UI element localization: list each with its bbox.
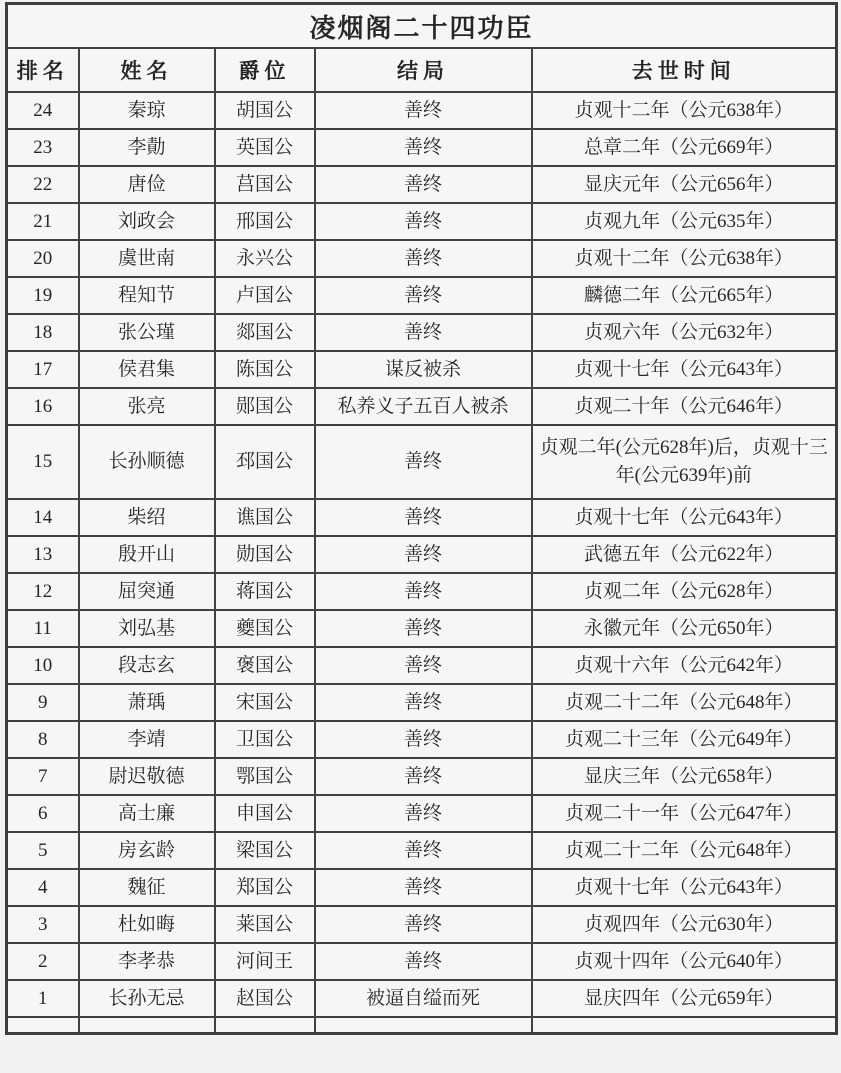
- lingyan-pavilion-table: [5, 2, 838, 1035]
- cell-rank: 23: [7, 129, 79, 166]
- cell-outcome: 善终: [315, 92, 532, 129]
- cell-name: 秦琼: [79, 92, 215, 129]
- cell-outcome: 善终: [315, 499, 532, 536]
- table-row: [7, 980, 837, 1017]
- cell-name: 柴绍: [79, 499, 215, 536]
- cell-title: 邳国公: [215, 425, 315, 499]
- cell-death: 总章二年（公元669年）: [532, 129, 837, 166]
- cell-rank: 9: [7, 684, 79, 721]
- cell-death: 贞观二年（公元628年）: [532, 573, 837, 610]
- cell-rank: 11: [7, 610, 79, 647]
- cell-empty: [215, 1017, 315, 1034]
- cell-death: 贞观十七年（公元643年）: [532, 351, 837, 388]
- cell-death: 麟德二年（公元665年）: [532, 277, 837, 314]
- cell-outcome: 善终: [315, 906, 532, 943]
- cell-title: 褒国公: [215, 647, 315, 684]
- cell-death: 贞观二十年（公元646年）: [532, 388, 837, 425]
- cell-outcome: 私养义子五百人被杀: [315, 388, 532, 425]
- cell-death: 贞观十二年（公元638年）: [532, 92, 837, 129]
- cell-outcome: 善终: [315, 314, 532, 351]
- cell-name: 刘弘基: [79, 610, 215, 647]
- cell-death: 贞观二十一年（公元647年）: [532, 795, 837, 832]
- cell-rank: 6: [7, 795, 79, 832]
- cell-death: 显庆四年（公元659年）: [532, 980, 837, 1017]
- table-row: [7, 129, 837, 166]
- cell-death: 贞观十六年（公元642年）: [532, 647, 837, 684]
- cell-name: 尉迟敬德: [79, 758, 215, 795]
- cell-rank: 3: [7, 906, 79, 943]
- cell-outcome: 善终: [315, 795, 532, 832]
- cell-title: 夔国公: [215, 610, 315, 647]
- column-header-row: [7, 48, 837, 92]
- table-row: [7, 166, 837, 203]
- table-row: [7, 92, 837, 129]
- col-header-title: 爵位: [215, 48, 315, 92]
- cell-death: 贞观九年（公元635年）: [532, 203, 837, 240]
- cell-death: 显庆元年（公元656年）: [532, 166, 837, 203]
- cell-title: 梁国公: [215, 832, 315, 869]
- cell-outcome: 善终: [315, 832, 532, 869]
- cell-death: 贞观十二年（公元638年）: [532, 240, 837, 277]
- cell-title: 鄂国公: [215, 758, 315, 795]
- cell-outcome: 善终: [315, 203, 532, 240]
- table-row: [7, 906, 837, 943]
- cell-death: 显庆三年（公元658年）: [532, 758, 837, 795]
- cell-death: 贞观十七年（公元643年）: [532, 869, 837, 906]
- cell-rank: 14: [7, 499, 79, 536]
- table-row: [7, 795, 837, 832]
- table-row: [7, 499, 837, 536]
- cell-name: 李孝恭: [79, 943, 215, 980]
- cell-death: 贞观四年（公元630年）: [532, 906, 837, 943]
- cell-outcome: 谋反被杀: [315, 351, 532, 388]
- cell-outcome: 善终: [315, 647, 532, 684]
- cell-outcome: 善终: [315, 943, 532, 980]
- cell-rank: 15: [7, 425, 79, 499]
- cell-death: 贞观二十三年（公元649年）: [532, 721, 837, 758]
- cell-rank: 21: [7, 203, 79, 240]
- table-row: [7, 610, 837, 647]
- table-row: [7, 758, 837, 795]
- cell-rank: 1: [7, 980, 79, 1017]
- table-row: [7, 351, 837, 388]
- cell-death: 贞观二十二年（公元648年）: [532, 684, 837, 721]
- cell-name: 长孙无忌: [79, 980, 215, 1017]
- cell-outcome: 善终: [315, 536, 532, 573]
- cell-outcome: 善终: [315, 869, 532, 906]
- table-row: [7, 388, 837, 425]
- table-row: [7, 832, 837, 869]
- cell-title: 郯国公: [215, 314, 315, 351]
- cell-rank: 18: [7, 314, 79, 351]
- cell-empty: [315, 1017, 532, 1034]
- col-header-rank: 排名: [7, 48, 79, 92]
- cell-outcome: 善终: [315, 129, 532, 166]
- partial-next-row: [7, 1017, 837, 1034]
- cell-title: 陈国公: [215, 351, 315, 388]
- cell-title: 卢国公: [215, 277, 315, 314]
- cell-name: 侯君集: [79, 351, 215, 388]
- cell-name: 段志玄: [79, 647, 215, 684]
- table-row: [7, 277, 837, 314]
- cell-rank: 13: [7, 536, 79, 573]
- cell-name: 杜如晦: [79, 906, 215, 943]
- cell-empty: [79, 1017, 215, 1034]
- cell-rank: 7: [7, 758, 79, 795]
- table-footer: [7, 1017, 837, 1034]
- cell-name: 李靖: [79, 721, 215, 758]
- cell-name: 屈突通: [79, 573, 215, 610]
- cell-title: 蒋国公: [215, 573, 315, 610]
- page-title: 凌烟阁二十四功臣: [7, 4, 837, 49]
- cell-rank: 8: [7, 721, 79, 758]
- cell-outcome: 善终: [315, 277, 532, 314]
- cell-title: 谯国公: [215, 499, 315, 536]
- cell-title: 河间王: [215, 943, 315, 980]
- cell-rank: 16: [7, 388, 79, 425]
- cell-rank: 2: [7, 943, 79, 980]
- table-row: [7, 869, 837, 906]
- cell-name: 长孙顺德: [79, 425, 215, 499]
- cell-title: 莱国公: [215, 906, 315, 943]
- cell-title: 郧国公: [215, 388, 315, 425]
- table-row: [7, 573, 837, 610]
- table-body: [7, 92, 837, 1017]
- cell-rank: 12: [7, 573, 79, 610]
- col-header-outcome: 结局: [315, 48, 532, 92]
- cell-title: 赵国公: [215, 980, 315, 1017]
- cell-rank: 10: [7, 647, 79, 684]
- col-header-death: 去世时间: [532, 48, 837, 92]
- cell-rank: 24: [7, 92, 79, 129]
- table-row: [7, 647, 837, 684]
- cell-rank: 5: [7, 832, 79, 869]
- cell-death: 永徽元年（公元650年）: [532, 610, 837, 647]
- cell-name: 刘政会: [79, 203, 215, 240]
- cell-title: 郑国公: [215, 869, 315, 906]
- cell-name: 房玄龄: [79, 832, 215, 869]
- cell-title: 邢国公: [215, 203, 315, 240]
- cell-outcome: 善终: [315, 684, 532, 721]
- cell-title: 英国公: [215, 129, 315, 166]
- cell-outcome: 善终: [315, 721, 532, 758]
- table-row: [7, 425, 837, 499]
- cell-name: 高士廉: [79, 795, 215, 832]
- cell-death: 贞观十四年（公元640年）: [532, 943, 837, 980]
- cell-outcome: 善终: [315, 425, 532, 499]
- table-row: [7, 314, 837, 351]
- cell-death: 武德五年（公元622年）: [532, 536, 837, 573]
- cell-name: 张公瑾: [79, 314, 215, 351]
- cell-name: 程知节: [79, 277, 215, 314]
- cell-title: 申国公: [215, 795, 315, 832]
- cell-name: 殷开山: [79, 536, 215, 573]
- cell-rank: 17: [7, 351, 79, 388]
- table-row: [7, 684, 837, 721]
- cell-death: 贞观二年(公元628年)后，贞观十三年(公元639年)前: [532, 425, 837, 499]
- cell-name: 李勣: [79, 129, 215, 166]
- table-row: [7, 721, 837, 758]
- cell-empty: [532, 1017, 837, 1034]
- cell-outcome: 善终: [315, 573, 532, 610]
- cell-title: 胡国公: [215, 92, 315, 129]
- cell-outcome: 善终: [315, 758, 532, 795]
- cell-title: 永兴公: [215, 240, 315, 277]
- cell-rank: 19: [7, 277, 79, 314]
- table-row: [7, 203, 837, 240]
- cell-title: 勋国公: [215, 536, 315, 573]
- cell-outcome: 善终: [315, 610, 532, 647]
- cell-death: 贞观二十二年（公元648年）: [532, 832, 837, 869]
- title-row: [7, 4, 837, 49]
- cell-name: 魏征: [79, 869, 215, 906]
- cell-death: 贞观六年（公元632年）: [532, 314, 837, 351]
- cell-title: 莒国公: [215, 166, 315, 203]
- table-row: [7, 536, 837, 573]
- cell-rank: 4: [7, 869, 79, 906]
- cell-empty: [7, 1017, 79, 1034]
- cell-outcome: 善终: [315, 240, 532, 277]
- cell-rank: 20: [7, 240, 79, 277]
- cell-outcome: 被逼自缢而死: [315, 980, 532, 1017]
- table-row: [7, 240, 837, 277]
- cell-name: 张亮: [79, 388, 215, 425]
- cell-title: 宋国公: [215, 684, 315, 721]
- table-row: [7, 943, 837, 980]
- cell-rank: 22: [7, 166, 79, 203]
- cell-title: 卫国公: [215, 721, 315, 758]
- cell-name: 唐俭: [79, 166, 215, 203]
- cell-name: 萧瑀: [79, 684, 215, 721]
- cell-outcome: 善终: [315, 166, 532, 203]
- col-header-name: 姓名: [79, 48, 215, 92]
- cell-name: 虞世南: [79, 240, 215, 277]
- cell-death: 贞观十七年（公元643年）: [532, 499, 837, 536]
